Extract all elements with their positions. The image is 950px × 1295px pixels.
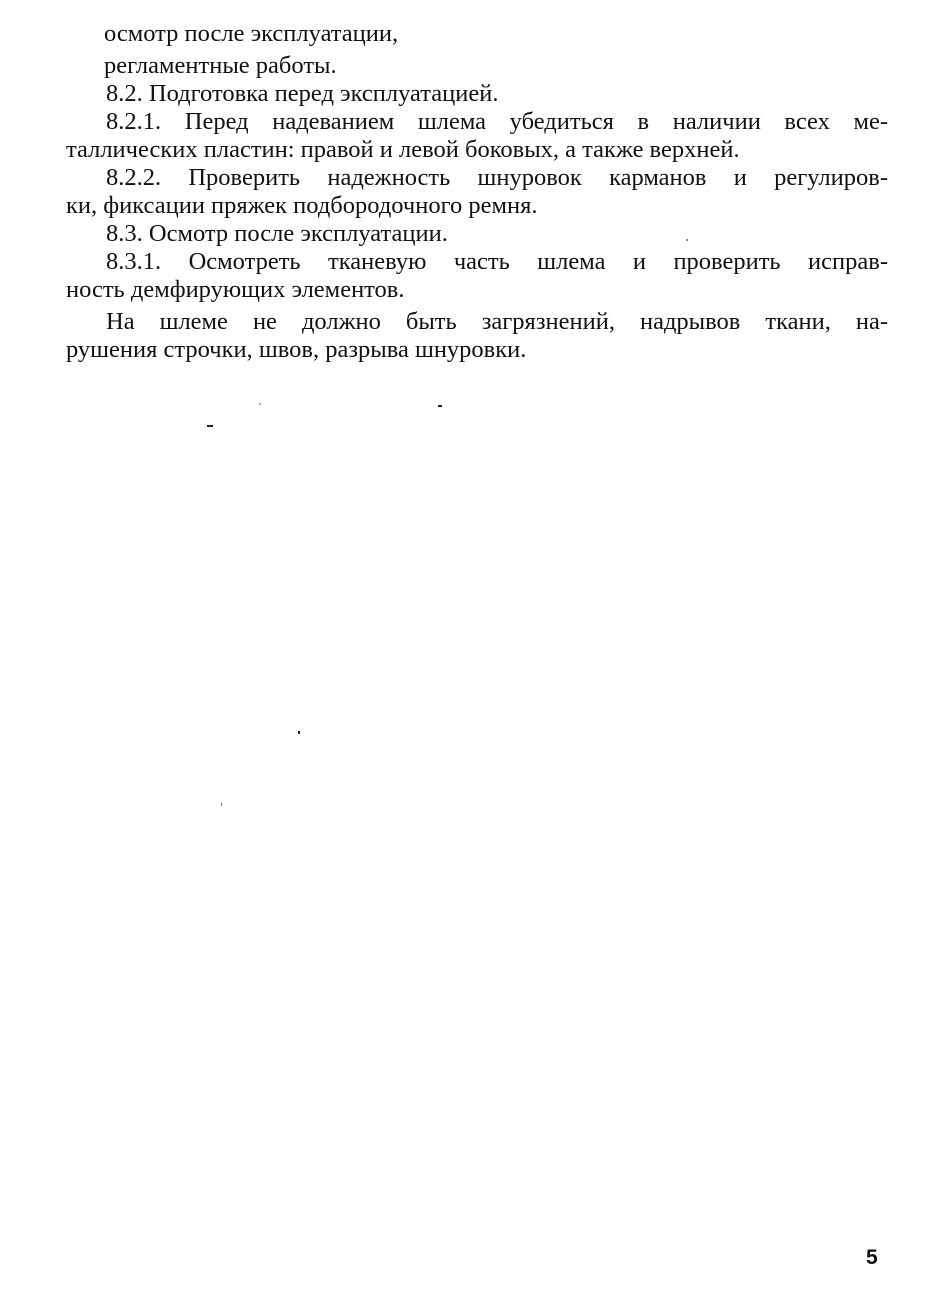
scan-speck bbox=[438, 405, 442, 407]
page-number: 5 bbox=[866, 1246, 878, 1269]
text-line-requirements: На шлеме не должно быть загрязнений, надрывов ткани, на- bbox=[106, 308, 888, 335]
text-line-1: осмотр после эксплуатации, bbox=[104, 20, 399, 47]
scan-speck bbox=[221, 803, 222, 806]
section-heading-8-2: 8.2. Подготовка перед эксплуатацией. bbox=[106, 80, 499, 107]
text-line-2: регламентные работы. bbox=[104, 52, 337, 79]
text-line-8-2-2: 8.2.2. Проверить надежность шнуровок карманов и регулиров- bbox=[106, 164, 888, 191]
text-line-8-3-1: 8.3.1. Осмотреть тканевую часть шлема и проверить исправ- bbox=[106, 248, 888, 275]
scan-speck bbox=[207, 425, 213, 427]
text-line-8-2-2-cont: ки, фиксации пряжек подбородочного ремня. bbox=[66, 192, 538, 219]
body-text bbox=[66, 20, 888, 364]
text-line-8-3-1-cont: ность демфирующих элементов. bbox=[66, 276, 405, 303]
scan-speck bbox=[259, 403, 261, 405]
text-line-8-2-1-cont: таллических пластин: правой и левой боковых, а также верхней. bbox=[66, 136, 740, 163]
scan-speck bbox=[686, 239, 688, 241]
text-line-requirements-cont: рушения строчки, швов, разрыва шнуровки. bbox=[66, 336, 527, 363]
scan-speck bbox=[298, 731, 300, 734]
text-line-8-2-1: 8.2.1. Перед надеванием шлема убедиться в наличии всех ме- bbox=[106, 108, 888, 135]
section-heading-8-3: 8.3. Осмотр после эксплуатации. bbox=[106, 220, 448, 247]
